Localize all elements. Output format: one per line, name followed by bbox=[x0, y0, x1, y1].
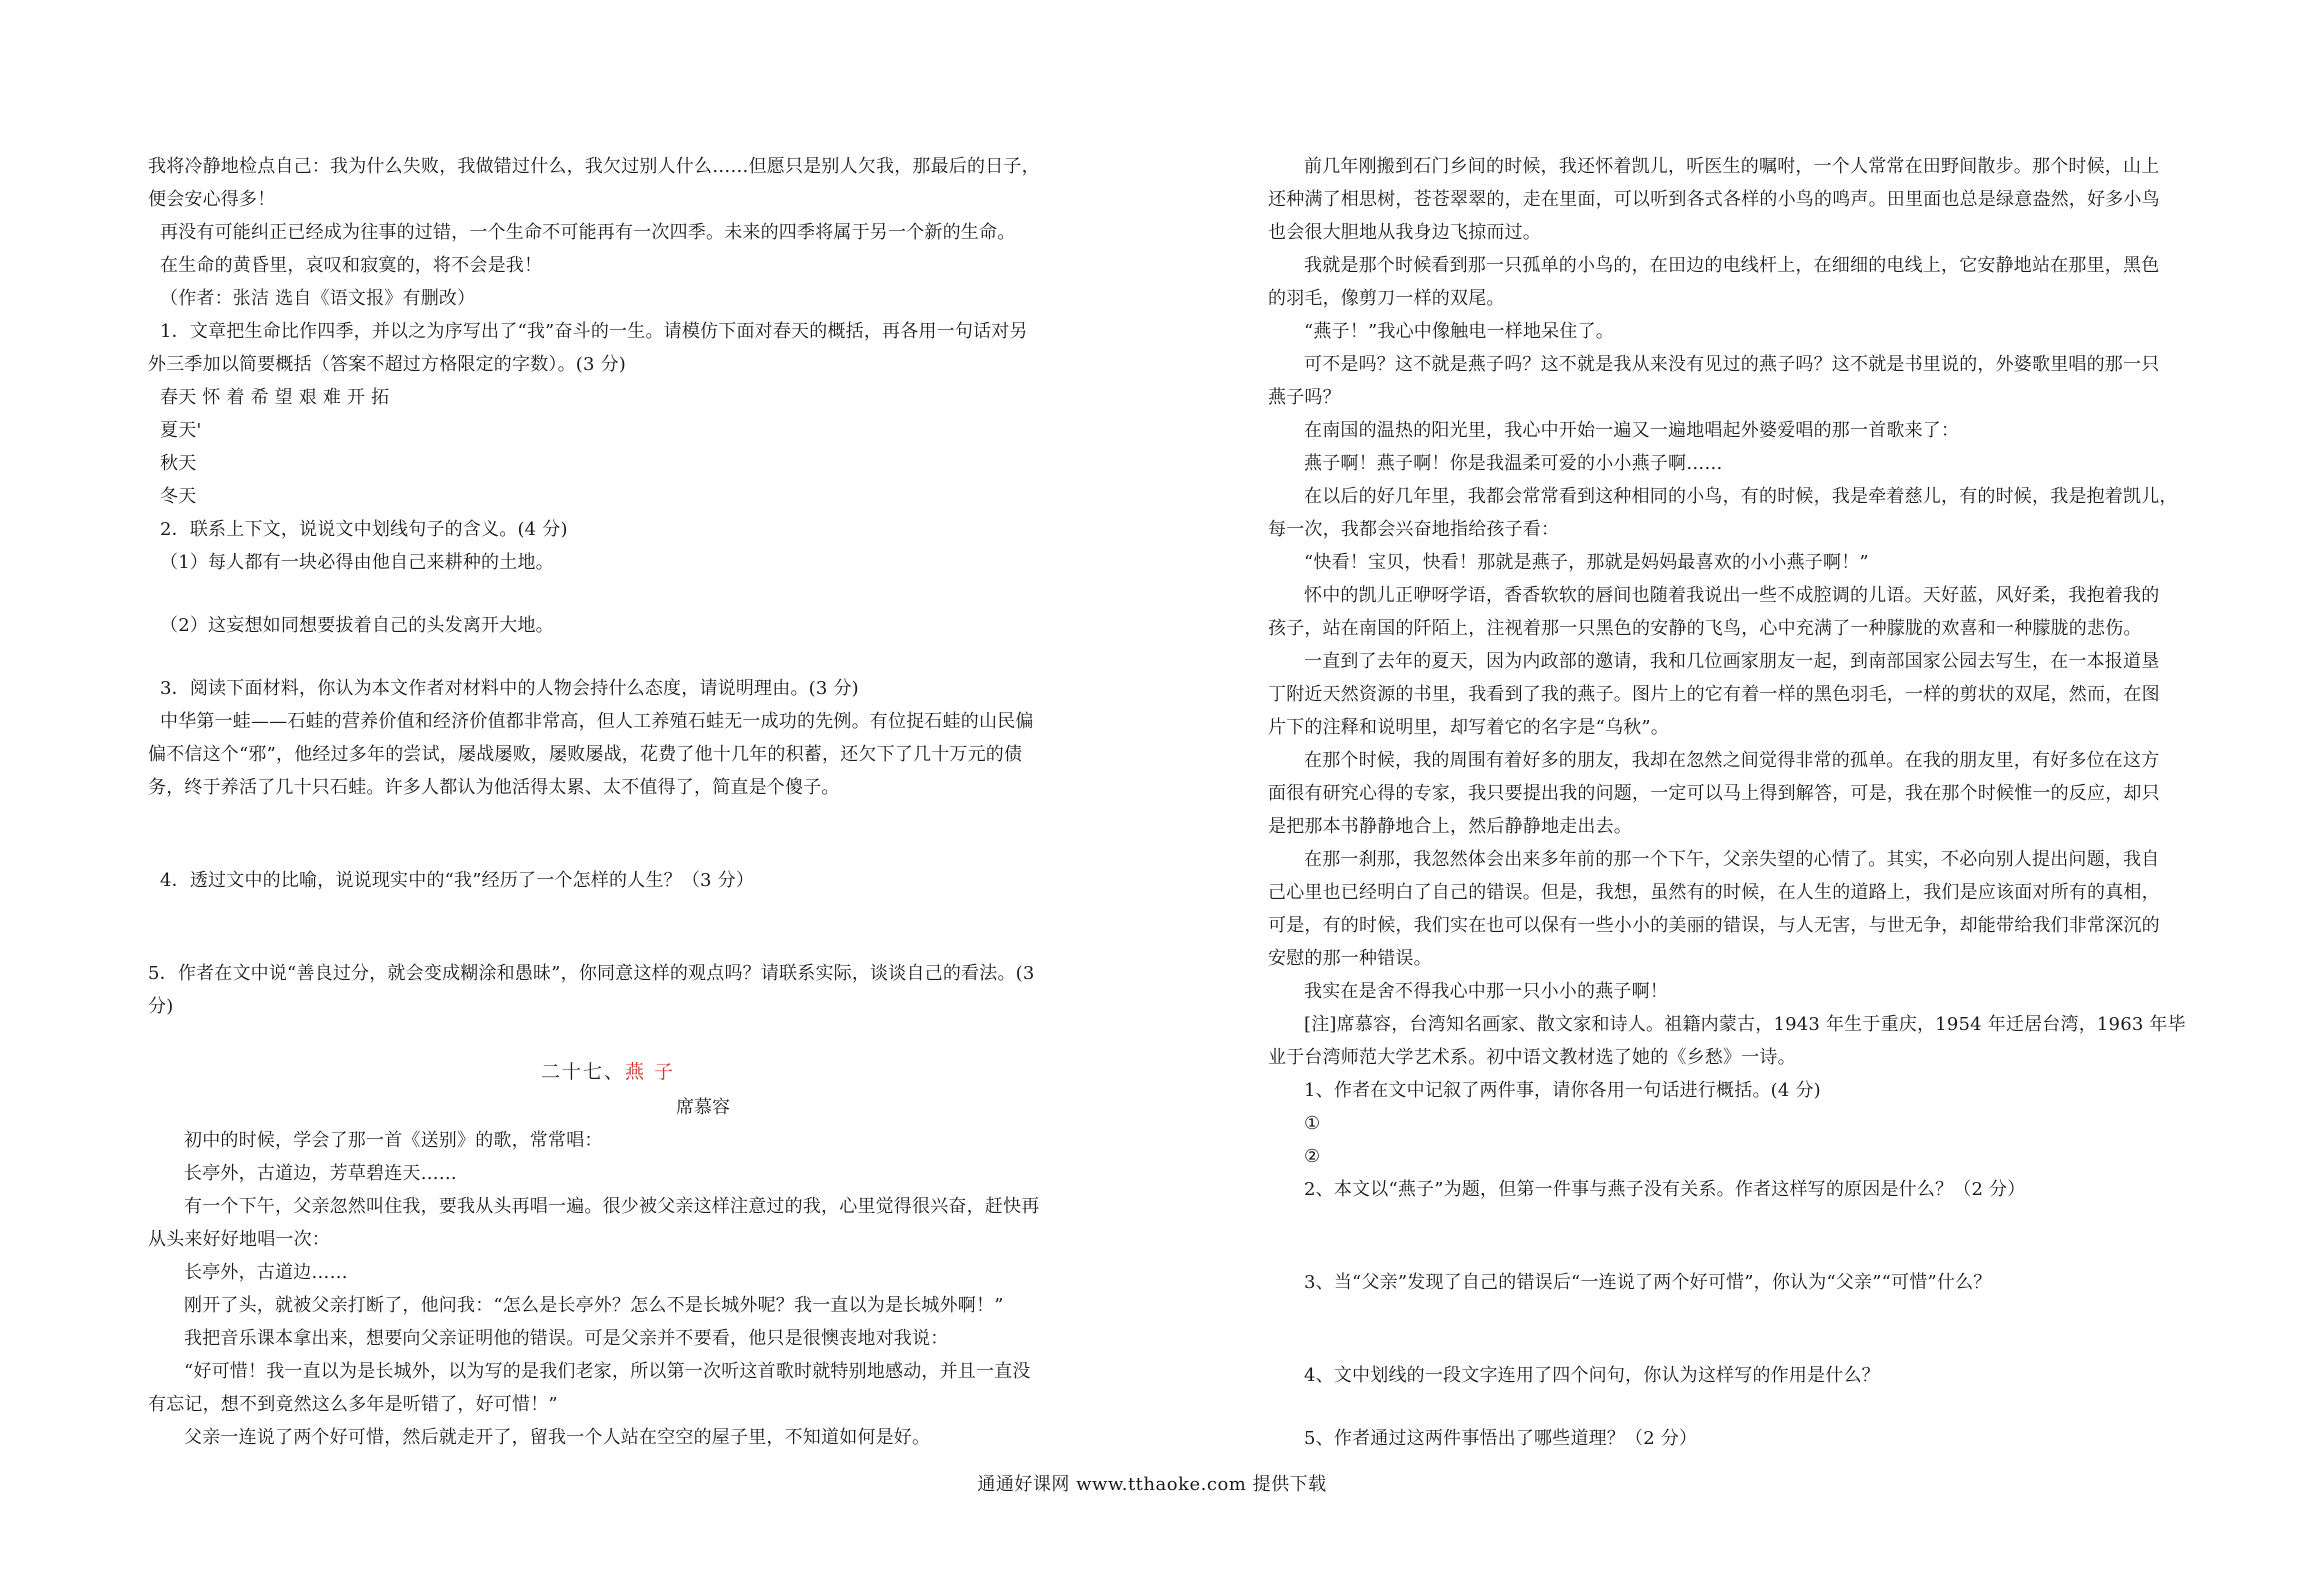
paragraph-line: 在生命的黄昏里，哀叹和寂寞的，将不会是我！ bbox=[160, 255, 543, 276]
paragraph-line: 我就是那个时候看到那一只孤单的小鸟的，在田边的电线杆上，在细细的电线上，它安静地站在那里，黑色 bbox=[1304, 255, 2160, 276]
question-5-cont: 分) bbox=[148, 996, 174, 1017]
paragraph-line: 便会安心得多！ bbox=[148, 189, 276, 210]
answer-marker-1: ① bbox=[1304, 1113, 1321, 1134]
material-line: 偏不信这个“邪”，他经过多年的尝试，屡战屡败，屡败屡战，花费了他十几年的积蓄，还欠下了几十万元的债 bbox=[148, 744, 1023, 765]
paragraph-line: 己心里也已经明白了自己的错误。但是，我想，虽然有的时候，在人生的道路上，我们是应该面对所有的真相， bbox=[1268, 882, 2160, 903]
paragraph-line: “好可惜！我一直以为是长城外，以为写的是我们老家，所以第一次听这首歌时就特别地感动，并且一直没 bbox=[184, 1361, 1031, 1382]
paragraph-line: 一直到了去年的夏天，因为内政部的邀请，我和几位画家朋友一起，到南部国家公园去写生，在一本报道垦 bbox=[1304, 651, 2160, 672]
paragraph-line: 在以后的好几年里，我都会常常看到这种相同的小鸟，有的时候，我是牵着慈儿，有的时候，我是抱着凯儿， bbox=[1304, 486, 2178, 507]
paragraph-line: 燕子吗？ bbox=[1268, 387, 1341, 408]
paragraph-line: 从头来好好地唱一次： bbox=[148, 1229, 330, 1250]
paragraph-line: 安慰的那一种错误。 bbox=[1268, 948, 1432, 969]
author-note: [注]席慕容，台湾知名画家、散文家和诗人。祖籍内蒙古，1943 年生于重庆，1954 年迁居台湾，1963 年毕 bbox=[1304, 1014, 2186, 1035]
question-4: 4．透过文中的比喻，说说现实中的“我”经历了一个怎样的人生？（3 分） bbox=[160, 870, 755, 891]
paragraph-line: 有忘记，想不到竟然这么多年是听错了，好可惜！” bbox=[148, 1394, 558, 1415]
paragraph-line: 前几年刚搬到石门乡间的时候，我还怀着凯儿，听医生的嘱咐，一个人常常在田野间散步。那个时候，山上 bbox=[1304, 156, 2160, 177]
question-1: 1．文章把生命比作四季，并以之为序写出了“我”奋斗的一生。请模仿下面对春天的概括，再各用一句话对另 bbox=[160, 321, 1028, 342]
question-2-part-2: （2）这妄想如同想要拔着自己的头发离开大地。 bbox=[160, 615, 554, 636]
page-footer: 通通好课网 www.tthaoke.com 提供下载 bbox=[977, 1474, 1327, 1495]
material-line: 中华第一蛙——石蛙的营养价值和经济价值都非常高，但人工养殖石蛙无一成功的先例。有位捉石蛙的山民偏 bbox=[160, 711, 1034, 732]
paragraph-line: 每一次，我都会兴奋地指给孩子看： bbox=[1268, 519, 1560, 540]
paragraph-line: “快看！宝贝，快看！那就是燕子，那就是妈妈最喜欢的小小燕子啊！” bbox=[1304, 552, 1869, 573]
essay-title-text: 燕 子 bbox=[624, 1061, 676, 1083]
right-column bbox=[1268, 150, 2188, 1455]
answer-summer: 夏天' bbox=[160, 420, 202, 441]
paragraph-line: 是把那本书静静地合上，然后静静地走出去。 bbox=[1268, 816, 1632, 837]
paragraph-line: 孩子，站在南国的阡陌上，注视着那一只黑色的安静的飞鸟，心中充满了一种朦胧的欢喜和一种朦胧的悲伤。 bbox=[1268, 618, 2142, 639]
paragraph-line: 的羽毛，像剪刀一样的双尾。 bbox=[1268, 288, 1505, 309]
question-2: 2．联系上下文，说说文中划线句子的含义。(4 分) bbox=[160, 519, 568, 540]
paragraph-line: 可不是吗？这不就是燕子吗？这不就是我从来没有见过的燕子吗？这不就是书里说的，外婆歌里唱的那一只 bbox=[1304, 354, 2160, 375]
paragraph-line: 在那一刹那，我忽然体会出来多年前的那一个下午，父亲失望的心情了。其实，不必向别人提出问题，我自 bbox=[1304, 849, 2160, 870]
question-1: 1、作者在文中记叙了两件事，请你各用一句话进行概括。(4 分) bbox=[1304, 1080, 1821, 1101]
question-2: 2、本文以“燕子”为题，但第一件事与燕子没有关系。作者这样写的原因是什么？（2 分） bbox=[1304, 1179, 2026, 1200]
paragraph-line: 丁附近天然资源的书里，我看到了我的燕子。图片上的它有着一样的黑色羽毛，一样的剪状的双尾，然而，在图 bbox=[1268, 684, 2160, 705]
answer-marker-2: ② bbox=[1304, 1146, 1321, 1167]
paragraph-line: 怀中的凯儿正咿呀学语，香香软软的唇间也随着我说出一些不成腔调的儿语。天好蓝，风好柔，我抱着我的 bbox=[1304, 585, 2160, 606]
paragraph-line: 在那个时候，我的周围有着好多的朋友，我却在忽然之间觉得非常的孤单。在我的朋友里，有好多位在这方 bbox=[1304, 750, 2160, 771]
paragraph-line: 我将冷静地检点自己：我为什么失败，我做错过什么，我欠过别人什么……但愿只是别人欠我，那最后的日子， bbox=[148, 156, 1040, 177]
answer-autumn: 秋天 bbox=[160, 453, 197, 474]
left-column bbox=[148, 150, 1068, 1454]
paragraph-line: 还种满了相思树，苍苍翠翠的，走在里面，可以听到各式各样的小鸟的鸣声。田里面也总是绿意盎然，好多小鸟 bbox=[1268, 189, 2160, 210]
question-4: 4、文中划线的一段文字连用了四个问句，你认为这样写的作用是什么？ bbox=[1304, 1365, 1880, 1386]
paragraph-line: 初中的时候，学会了那一首《送别》的歌，常常唱： bbox=[184, 1130, 603, 1151]
paragraph-line: 在南国的温热的阳光里，我心中开始一遍又一遍地唱起外婆爱唱的那一首歌来了： bbox=[1304, 420, 1960, 441]
essay-title bbox=[148, 1053, 1068, 1091]
paragraph-line: 长亭外，古道边…… bbox=[184, 1262, 348, 1283]
paragraph-line: 可是，有的时候，我们实在也可以保有一些小小的美丽的错误，与人无害，与世无争，却能带给我们非常深沉的 bbox=[1268, 915, 2160, 936]
answer-spring: 春天 怀 着 希 望 艰 难 开 拓 bbox=[160, 387, 390, 408]
paragraph-line: 父亲一连说了两个好可惜，然后就走开了，留我一个人站在空空的屋子里，不知道如何是好。 bbox=[184, 1427, 931, 1448]
paragraph-line: 燕子啊！燕子啊！你是我温柔可爱的小小燕子啊…… bbox=[1304, 453, 1723, 474]
question-5: 5、作者通过这两件事悟出了哪些道理？（2 分） bbox=[1304, 1428, 1698, 1449]
source-note: （作者：张洁 选自《语文报》有删改） bbox=[160, 288, 476, 309]
question-1-cont: 外三季加以简要概括（答案不超过方格限定的字数）。(3 分) bbox=[148, 354, 627, 375]
paragraph-line: “燕子！”我心中像触电一样地呆住了。 bbox=[1304, 321, 1615, 342]
answer-winter: 冬天 bbox=[160, 486, 197, 507]
paragraph-line: 有一个下午，父亲忽然叫住我，要我从头再唱一遍。很少被父亲这样注意过的我，心里觉得很兴奋，赶快再 bbox=[184, 1196, 1040, 1217]
author-note-cont: 业于台湾师范大学艺术系。初中语文教材选了她的《乡愁》一诗。 bbox=[1268, 1047, 1796, 1068]
question-2-part-1: （1）每人都有一块必得由他自己来耕种的土地。 bbox=[160, 552, 554, 573]
paragraph-line: 再没有可能纠正已经成为往事的过错，一个生命不可能再有一次四季。未来的四季将属于另一个新的生命。 bbox=[160, 222, 1016, 243]
material-line: 务，终于养活了几十只石蛙。许多人都认为他活得太累、太不值得了，简直是个傻子。 bbox=[148, 777, 840, 798]
paragraph-line: 我把音乐课本拿出来，想要向父亲证明他的错误。可是父亲并不要看，他只是很懊丧地对我说： bbox=[184, 1328, 949, 1349]
paragraph-line: 我实在是舍不得我心中那一只小小的燕子啊！ bbox=[1304, 981, 1668, 1002]
essay-author: 席慕容 bbox=[676, 1097, 730, 1118]
question-5: 5．作者在文中说“善良过分，就会变成糊涂和愚昧”，你同意这样的观点吗？请联系实际，谈谈自己的看法。(3 bbox=[148, 963, 1035, 984]
essay-title-number: 二十七、 bbox=[540, 1061, 625, 1083]
paragraph-line: 也会很大胆地从我身边飞掠而过。 bbox=[1268, 222, 1541, 243]
question-3: 3．阅读下面材料，你认为本文作者对材料中的人物会持什么态度，请说明理由。(3 分) bbox=[160, 678, 859, 699]
paragraph-line: 片下的注释和说明里，却写着它的名字是“乌秋”。 bbox=[1268, 717, 1670, 738]
paragraph-line: 面很有研究心得的专家，我只要提出我的问题，一定可以马上得到解答，可是，我在那个时候惟一的反应，却只 bbox=[1268, 783, 2160, 804]
paragraph-line: 刚开了头，就被父亲打断了，他问我：“怎么是长亭外？怎么不是长城外呢？我一直以为是长城外啊！” bbox=[184, 1295, 1004, 1316]
question-3: 3、当“父亲”发现了自己的错误后“一连说了两个好可惜”，你认为“父亲”“可惜”什么？ bbox=[1304, 1272, 1992, 1293]
paragraph-line: 长亭外，古道边，芳草碧连天…… bbox=[184, 1163, 457, 1184]
